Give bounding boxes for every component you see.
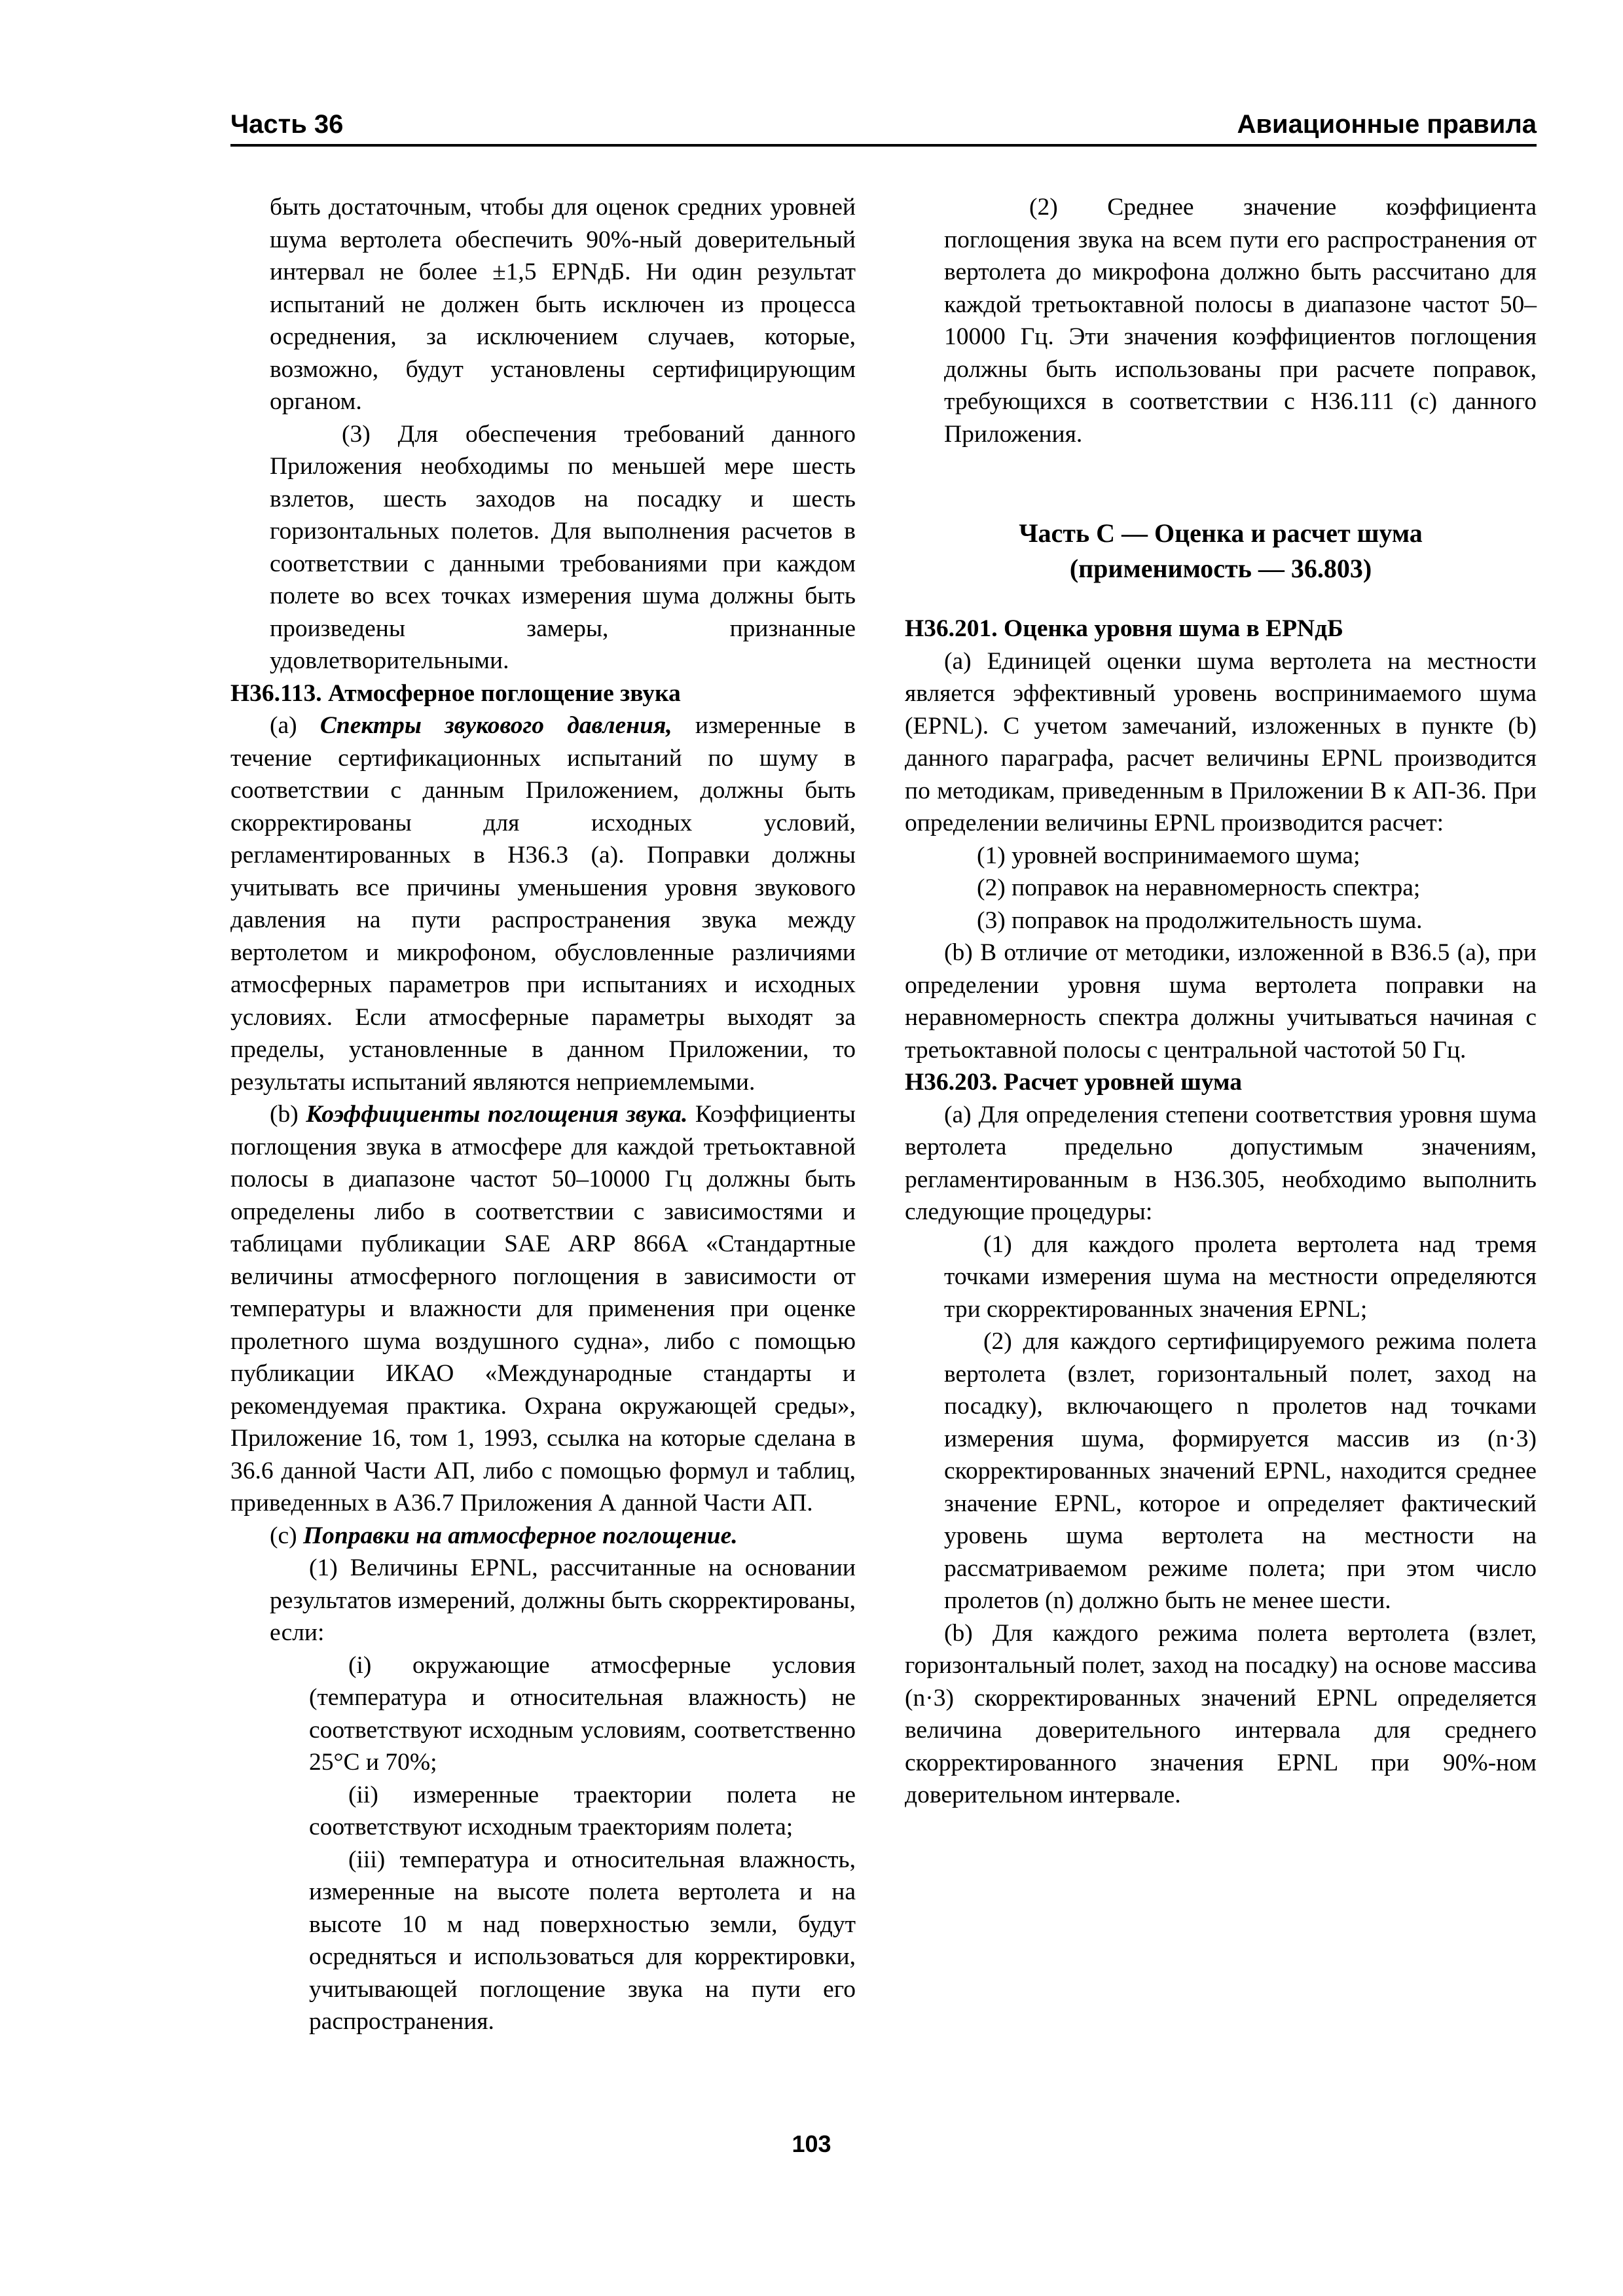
paragraph-flight-count: (3) Для обеспечения требований данного Приложения необходимы по меньшей мере шесть взлетов, шесть заходов на посадку и шесть горизонтальных полетов. Для выполнения расчетов в соответствии с данными требованиями при каждом полете во всех точках измерения шума должны быть произведены замеры, признанные удовлетворительными.: [270, 420, 856, 674]
paragraph-113-a-text: измеренные в течение сертификационных испытаний по шуму в соответствии с данным Приложением, должны быть скорректированы для исходных условий, регламентированных в Н36.3 (a). Поправки должны учитывать все причины уменьшения уровня звукового давления на пути распространения звука между вертолетом и микрофоном, обусловленные различиями атмосферных параметров при испытаниях и исходных условиях. Если атмосферные параметры выходят за пределы, установленные в данном Приложении, то результаты испытаний являются неприемлемыми.: [230, 712, 856, 1096]
left-column: [230, 191, 856, 2038]
section-title-h36-201: Н36.201. Оценка уровня шума в EPNдБ: [905, 615, 1343, 642]
paragraph-113-c-i: (i) окружающие атмосферные условия (температура и относительная влажность) не соответствуют исходным условиям, соответственно 25°С и 70%;: [309, 1651, 856, 1776]
item-label-c: (c): [270, 1522, 303, 1549]
item-label-b: (b): [270, 1101, 306, 1128]
paragraph-113-c-1: (1) Величины EPNL, рассчитанные на основании результатов измерений, должны быть скорректированы, если:: [270, 1554, 856, 1646]
paragraph-201-a-1: (1) уровней воспринимаемого шума;: [977, 842, 1360, 869]
paragraph-201-a-2: (2) поправок на неравномерность спектра;: [977, 874, 1421, 901]
paragraph-201-a-3: (3) поправок на продолжительность шума.: [977, 906, 1423, 934]
paragraph-113-a: [230, 709, 856, 1098]
paragraph-203-a-1: (1) для каждого пролета вертолета над тремя точками измерения шума на местности определяются три скорректированных значения EPNL;: [944, 1230, 1537, 1323]
paragraph-113-c-iii: (iii) температура и относительная влажность, измеренные на высоте полета вертолета и на высоте 10 м над поверхностью земли, будут осредняться и использоваться для корректировки, учитывающей поглощение звука на пути его распространения.: [309, 1846, 856, 2035]
header-part-label: Часть 36: [230, 110, 344, 139]
paragraph-113-b-text: Коэффициенты поглощения звука в атмосфере для каждой третьоктавной полосы в диапазоне частот 50–10000 Гц должны быть определены либо в соответствии с зависимостями и таблицами публикации SAE ARP 866A «Стандартные величины атмосферного поглощения в зависимости от температуры и влажности для применения при оценке пролетного шума воздушного судна», либо с помощью публикации ИКАО «Международные стандарты и рекомендуемая практика. Охрана окружающей среды», Приложение 16, том 1, 1993, ссылка на которые сделана в 36.6 данной Части АП, либо с помощью формул и таблиц, приведенных в А36.7 Приложения А данной Части АП.: [230, 1101, 856, 1516]
paragraph-113-c-ii: (ii) измеренные траектории полета не соответствуют исходным траекториям полета;: [309, 1781, 856, 1840]
paragraph-113-c-2: (2) Среднее значение коэффициента поглощения звука на всем пути его распространения от вертолета до микрофона должно быть рассчитано для каждой третьоктавной полосы в диапазоне частот 50–10000 Гц. Эти значения коэффициентов поглощения должны быть использованы при расчете поправок, требующихся в соответствии с Н36.111 (c) данного Приложения.: [944, 194, 1537, 448]
page-number: 103: [792, 2130, 831, 2157]
term-absorption-coefficients: Коэффициенты поглощения звука.: [306, 1101, 688, 1128]
header-rule: [230, 144, 1537, 147]
section-title-h36-113: Н36.113. Атмосферное поглощение звука: [230, 679, 681, 707]
term-sound-pressure-spectra: Спектры звукового давления,: [319, 712, 672, 739]
term-absorption-corrections: Поправки на атмосферное поглощение.: [303, 1522, 738, 1549]
section-title-h36-203: Н36.203. Расчет уровней шума: [905, 1069, 1243, 1096]
paragraph-203-a-2: (2) для каждого сертифицируемого режима полета вертолета (взлет, горизонтальный полет, заход на посадку), включающего n пролетов над точками измерения шума, формируется массив из (n·3) скорректированных значений EPNL, находится среднее значение EPNL, которое и определяет фактический уровень шума вертолета на местности на рассматриваемом режиме полета; при этом число пролетов (n) должно быть не менее шести.: [944, 1328, 1537, 1614]
running-header: [230, 105, 1537, 144]
item-label-a: (a): [270, 712, 320, 739]
right-column: [905, 191, 1537, 1812]
paragraph-113-b: [230, 1098, 856, 1520]
part-c-title: Часть С — Оценка и расчет шума: [1019, 518, 1423, 548]
paragraph-confidence-interval: быть достаточным, чтобы для оценок средних уровней шума вертолета обеспечить 90%-ный доверительный интервал не более ±1,5 EPNдБ. Ни один результат испытаний не должен быть исключен из процесса осреднения, за исключением случаев, которые, возможно, будут установлены сертифицирующим органом.: [270, 194, 856, 415]
part-c-heading: [905, 516, 1537, 586]
paragraph-201-a: (a) Единицей оценки шума вертолета на местности является эффективный уровень воспринимаемого шума (EPNL). С учетом замечаний, изложенных в пункте (b) данного параграфа, расчет величины EPNL производится по методикам, приведенным в Приложении В к АП-36. При определении величины EPNL производится расчет:: [905, 647, 1537, 836]
part-c-applicability: (применимость — 36.803): [1069, 554, 1372, 583]
paragraph-203-a: (a) Для определения степени соответствия уровня шума вертолета предельно допустимым значениям, регламентированным в Н36.305, необходимо выполнить следующие процедуры:: [905, 1101, 1537, 1225]
paragraph-203-b: (b) Для каждого режима полета вертолета (взлет, горизонтальный полет, заход на посадку) на основе массива (n·3) скорректированных значений EPNL определяется величина доверительного интервала для среднего скорректированного значения EPNL при 90%-ном доверительном интервале.: [905, 1619, 1537, 1808]
paragraph-201-b: (b) В отличие от методики, изложенной в В36.5 (a), при определении уровня шума вертолета поправки на неравномерность спектра должны учитываться начиная с третьоктавной полосы с центральной частотой 50 Гц.: [905, 939, 1537, 1064]
header-document-title: Авиационные правила: [1237, 110, 1537, 139]
paragraph-113-c: [230, 1520, 856, 1552]
